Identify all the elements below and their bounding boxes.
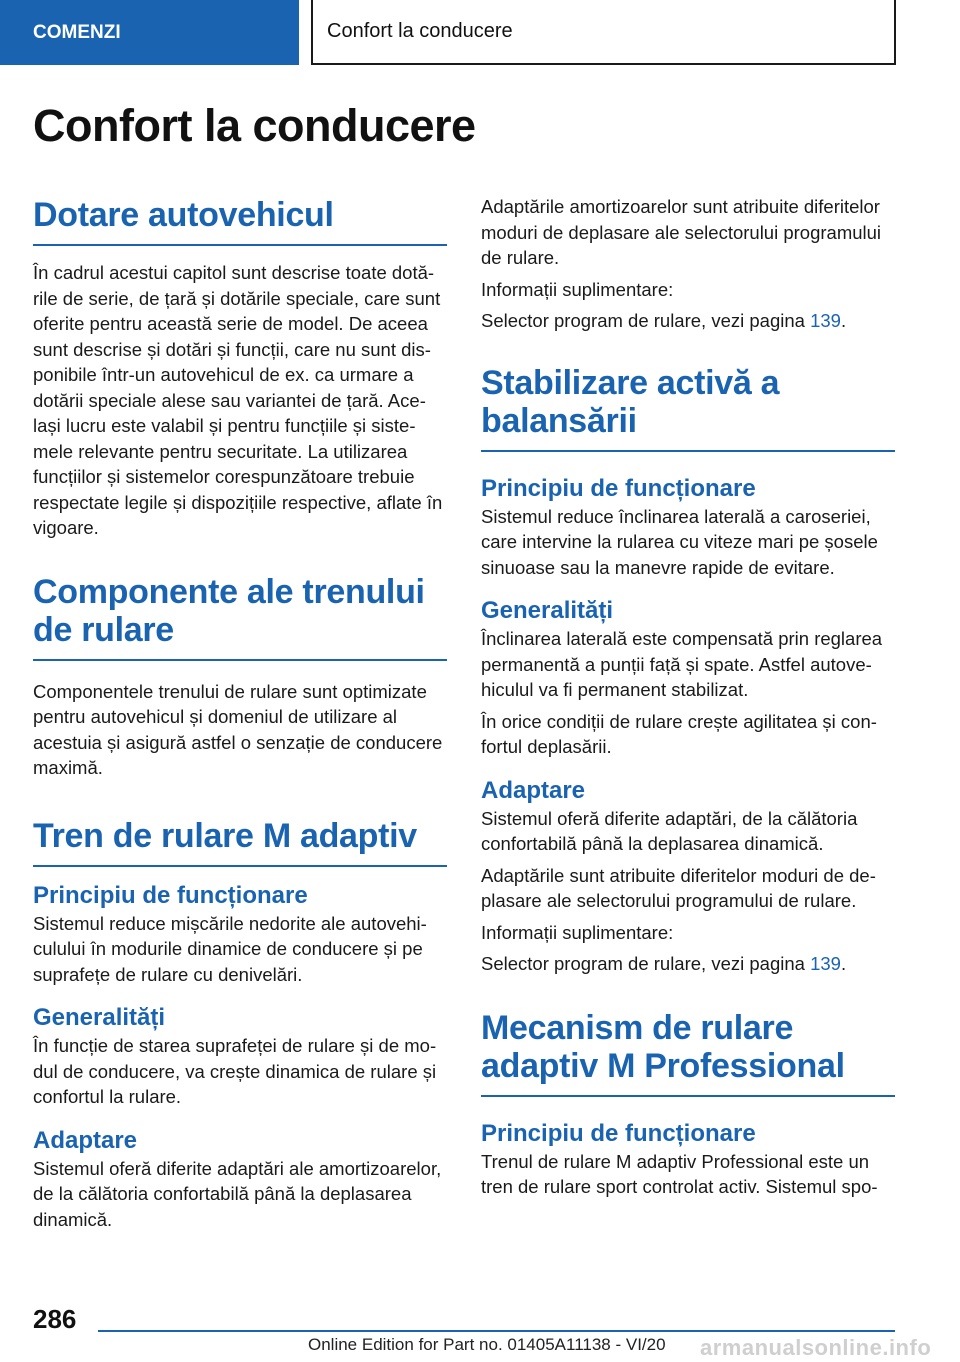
subheading-adaptare: Adaptare bbox=[33, 1126, 138, 1154]
subheading-principiu-mecanism: Principiu de funcționare bbox=[481, 1119, 756, 1147]
paragraph-adaptare: Sistemul oferă diferite adaptări ale amortizoarelor, de la călătoria confortabilă până la deplasarea dinamică. bbox=[33, 1157, 442, 1230]
paragraph-agilitate: În orice condiții de rulare crește agilitatea și confortul deplasării. bbox=[481, 710, 877, 757]
paragraph-amortizoare: Adaptările amortizoarelor sunt atribuite diferitelor moduri de deplasare ale selectorului programului de rulare. bbox=[481, 196, 882, 268]
watermark: armanualsonline.info bbox=[700, 1335, 932, 1360]
subheading-generalitati-stabilizare: Generalități bbox=[481, 597, 614, 624]
header-section-tab bbox=[0, 0, 299, 65]
paragraph-generalitati-stabilizare: Înclinarea laterală este compensată prin reglarea permanentă a punții față și spate. Astfel autovehiculul va fi permanent stabilizat. bbox=[481, 628, 883, 700]
paragraph-info-label: Informații suplimentare: bbox=[481, 278, 674, 300]
paragraph-principiu-mecanism: Trenul de rulare M adaptiv Professional este un tren de rulare sport controlat activ. Sistemul spo- bbox=[481, 1150, 878, 1197]
header-chapter-box bbox=[311, 0, 896, 65]
paragraph-principiu: Sistemul reduce mișcările nedorite ale autovehiculului în modurile dinamice de conducere și pe suprafețe de rulare cu denivelări. bbox=[33, 912, 427, 985]
subheading-generalitati: Generalități bbox=[33, 1004, 166, 1031]
right-column bbox=[481, 194, 895, 1200]
section-title-mecanism: Mecanism de rulare adaptiv M Professional bbox=[481, 1003, 895, 1097]
page-link-139[interactable]: 139 bbox=[810, 310, 841, 331]
left-column bbox=[33, 190, 447, 1232]
paragraph-selector-ref: Selector program de rulare, vezi pagina 139. bbox=[481, 310, 847, 331]
subheading-principiu-stabilizare: Principiu de funcționare bbox=[481, 474, 756, 502]
paragraph-selector-ref-2: Selector program de rulare, vezi pagina 139. bbox=[481, 953, 847, 974]
footer-divider bbox=[98, 1330, 895, 1332]
paragraph-generalitati: În funcție de starea suprafeței de rulare și de modul de conducere, va crește dinamica de rulare și confortul la rulare. bbox=[33, 1035, 437, 1107]
page-title: Confort la conducere bbox=[33, 100, 476, 151]
paragraph-dotare: În cadrul acestui capitol sunt descrise toate dotările de serie, de țară și dotările speciale, care sunt oferite pentru această serie de model. De aceea sunt descrise și dotări și funcții, care nu sunt disponibile într-un autovehicul de ex. ca urmare a dotării speciale alese sau variantei de țară. Același lucru este valabil și pentru funcțiile și sistemele relevante pentru securitate. La utilizarea funcțiilor și sistemelor corespunzătoare trebuie respectate legile și dispozițiile respective, aflate în vigoare. bbox=[33, 262, 443, 538]
section-title-tren-rulare: Tren de rulare M adaptiv bbox=[33, 811, 447, 867]
footer-edition: Online Edition for Part no. 01405A11138 - VI/20 bbox=[308, 1335, 666, 1354]
section-title-stabilizare: Stabilizare activă a balansării bbox=[481, 358, 895, 452]
header-section-label: COMENZI bbox=[33, 21, 121, 43]
subheading-principiu: Principiu de funcționare bbox=[33, 881, 308, 909]
section-title-componente: Componente ale trenului de rulare bbox=[33, 567, 447, 661]
subheading-adaptare-stabilizare: Adaptare bbox=[481, 776, 586, 804]
header-chapter-label: Confort la conducere bbox=[327, 20, 513, 42]
paragraph-adaptare-stabilizare: Sistemul oferă diferite adaptări, de la călătoria confortabilă până la deplasarea dinamică. bbox=[481, 807, 858, 854]
page-link-139-2[interactable]: 139 bbox=[810, 953, 841, 974]
page-number: 286 bbox=[33, 1304, 77, 1334]
paragraph-adaptari-atribuite: Adaptările sunt atribuite diferitelor moduri de deplasare ale selectorului programului de rulare. bbox=[481, 864, 876, 911]
paragraph-principiu-stabilizare: Sistemul reduce înclinarea laterală a caroseriei, care intervine la rularea cu viteze mari pe șosele sinuoase sau la manevre rapide de evitare. bbox=[481, 505, 878, 578]
paragraph-componente: Componentele trenului de rulare sunt optimizate pentru autovehicul și domeniul de utilizare al acestuia și asigură astfel o senzație de conducere maximă. bbox=[33, 680, 443, 778]
section-title-dotare: Dotare autovehicul bbox=[33, 190, 447, 246]
paragraph-info-label-2: Informații suplimentare: bbox=[481, 921, 674, 943]
